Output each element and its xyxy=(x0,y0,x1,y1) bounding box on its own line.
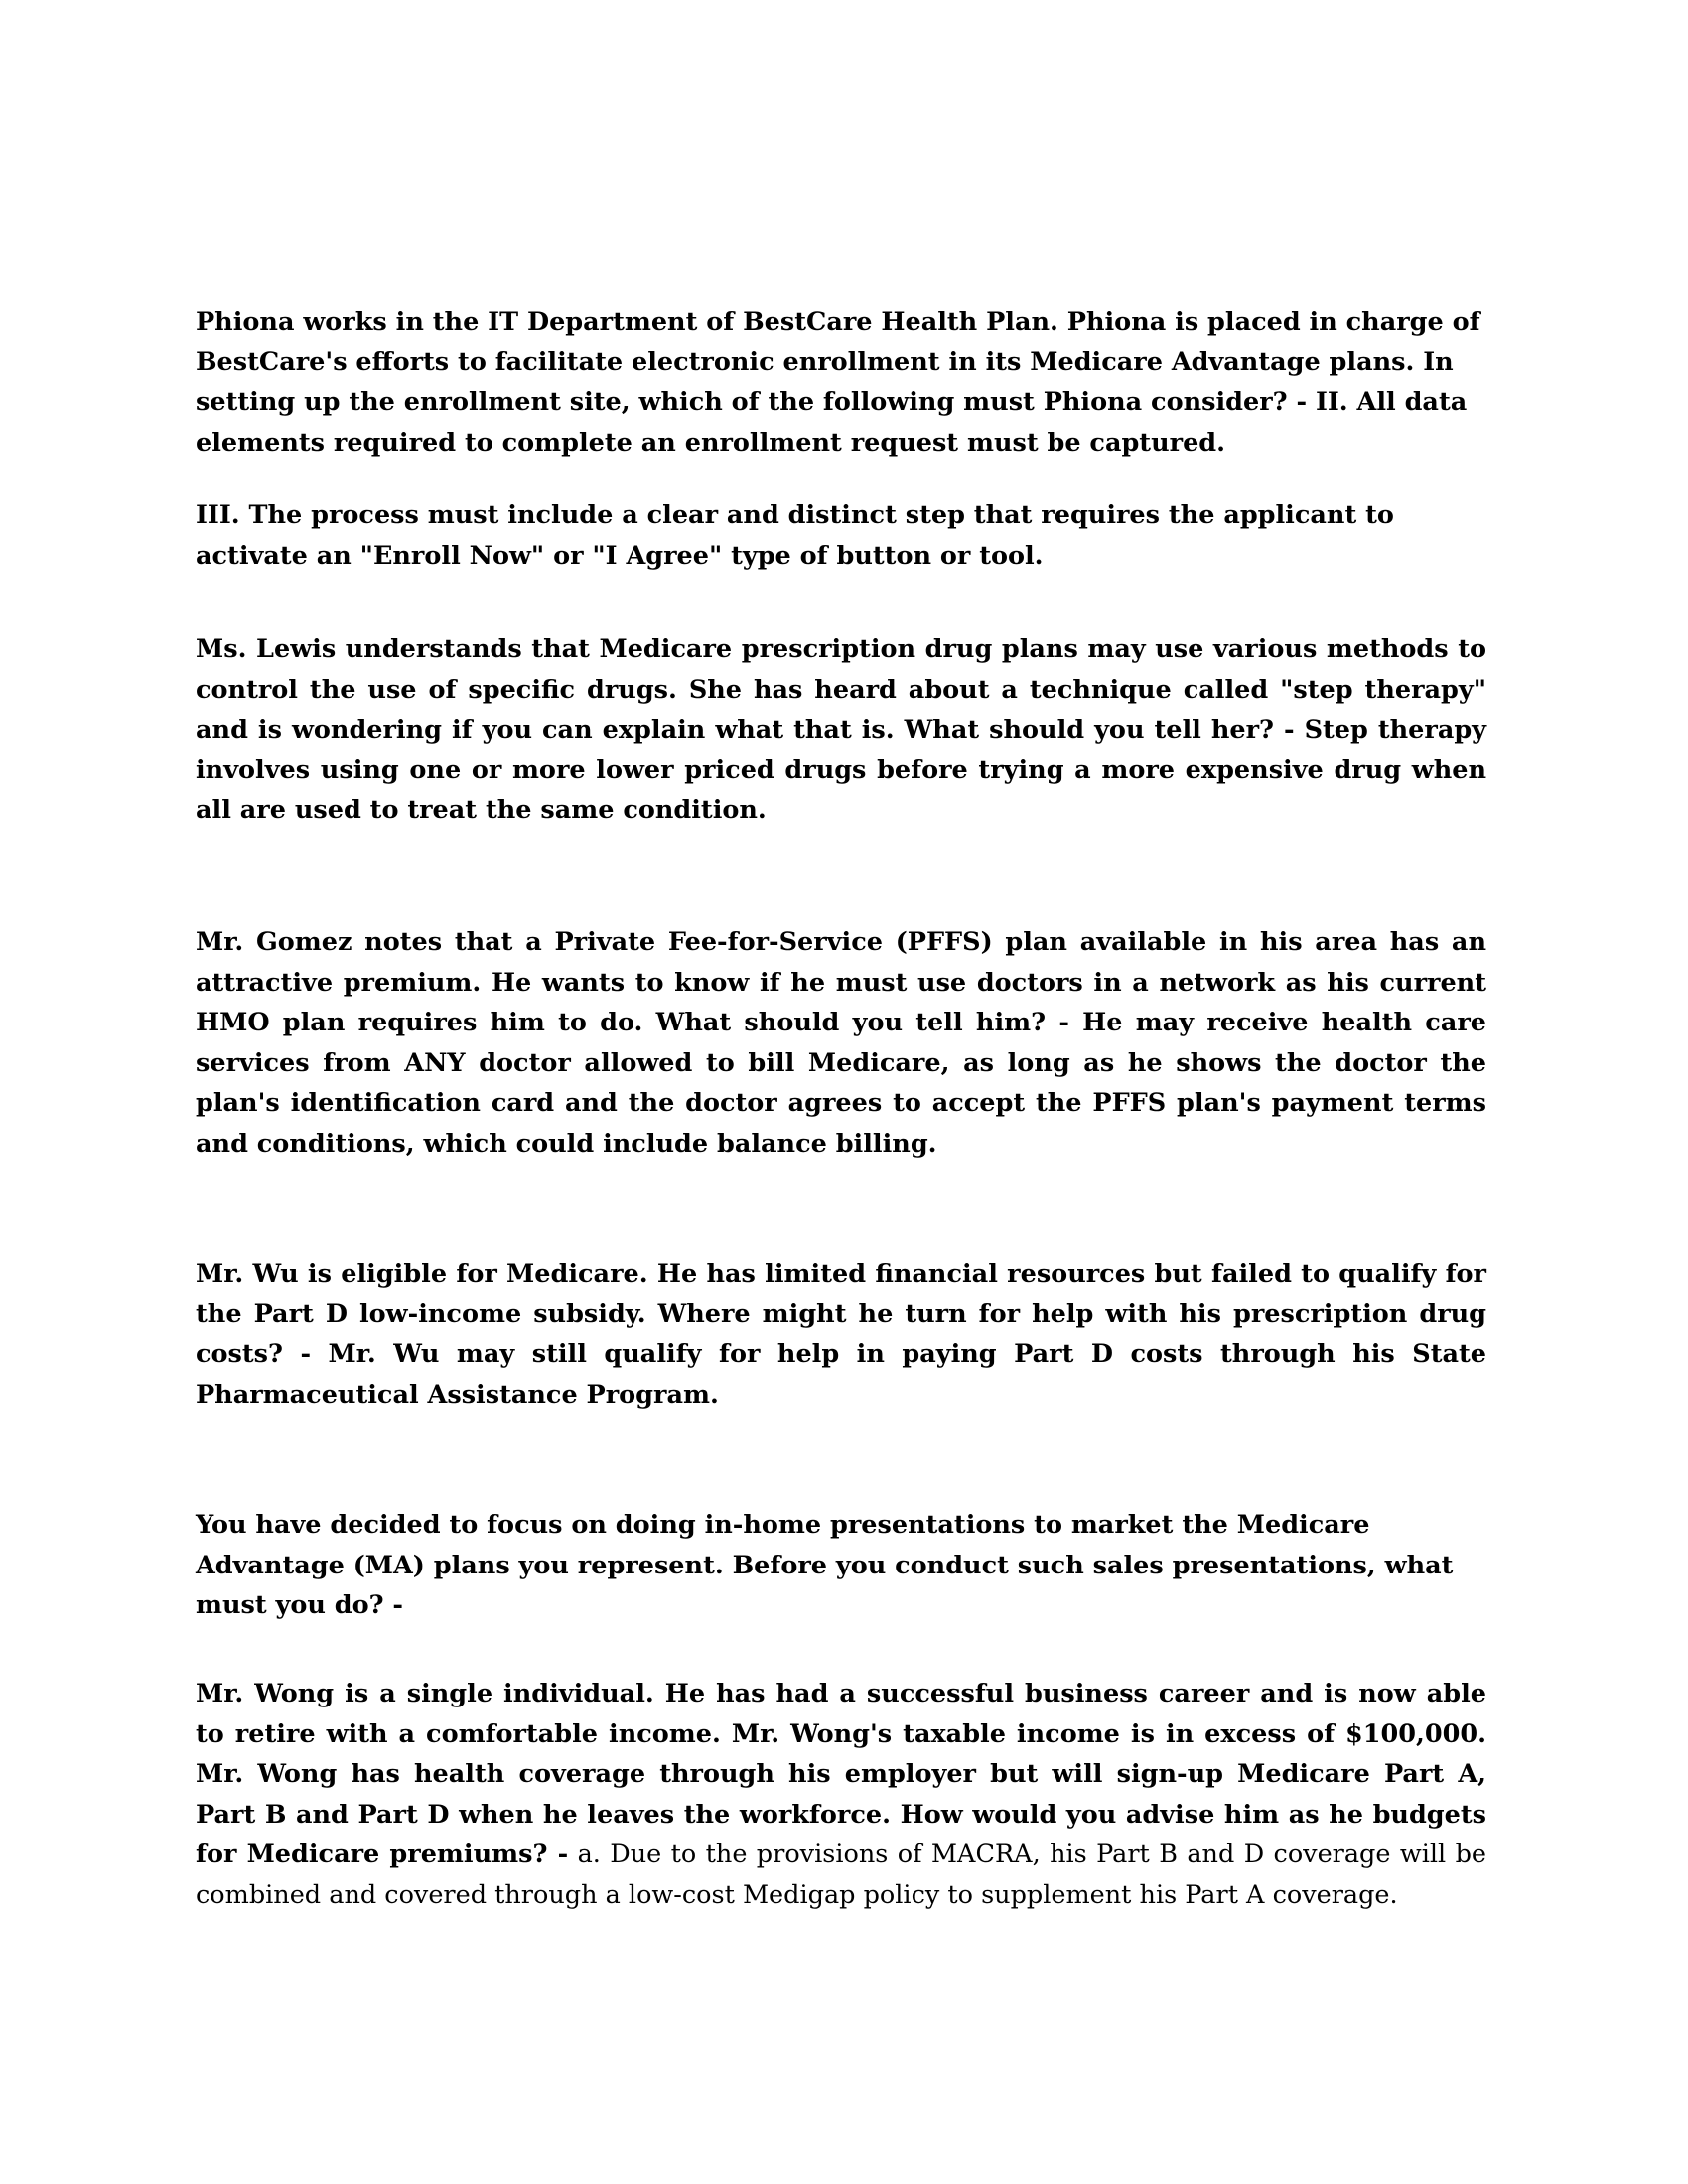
paragraph-wu: Mr. Wu is eligible for Medicare. He has limited financial resources but failed to qualify for the Part D low-income subsidy. Where might he turn for help with his prescription drug costs? - Mr. Wu may still qualify for help in paying Part D costs through his State Pharmaceutical Assistance Program. xyxy=(196,1259,1486,1410)
paragraph-enroll-now: III. The process must include a clear and distinct step that requires the applicant to activate an "Enroll Now" or "I Agree" type of button or tool. xyxy=(196,500,1394,571)
paragraph-wong xyxy=(196,1674,1486,1915)
paragraph-pffs: Mr. Gomez notes that a Private Fee-for-Service (PFFS) plan available in his area has an attractive premium. He wants to know if he must use doctors in a network as his current HMO plan requires him to do. What should you tell him? - He may receive health care services from ANY doctor allowed to bill Medicare, as long as he shows the doctor the plan's identification card and the doctor agrees to accept the PFFS plan's payment terms and conditions, which could include balance billing. xyxy=(196,927,1486,1159)
wong-answer: a. Due to the provisions of MACRA, his Part B and D coverage will be combined and covered through a low-cost Medigap policy to supplement his Part A coverage. xyxy=(196,1840,1486,1910)
paragraph-phiona: Phiona works in the IT Department of BestCare Health Plan. Phiona is placed in charge of BestCare's efforts to facilitate electronic enrollment in its Medicare Advantage plans. In setting up the enrollment site, which of the following must Phiona consider? - II. All data elements required to complete an enrollment request must be captured. xyxy=(196,307,1480,458)
paragraph-step-therapy: Ms. Lewis understands that Medicare prescription drug plans may use various methods to control the use of specific drugs. She has heard about a technique called "step therapy" and is wondering if you can explain what that is. What should you tell her? - Step therapy involves using one or more lower priced drugs before trying a more expensive drug when all are used to treat the same condition. xyxy=(196,634,1486,825)
wong-question: Mr. Wong is a single individual. He has had a successful business career and is now able to retire with a comfortable income. Mr. Wong's taxable income is in excess of $100,000. Mr. Wong has health coverage through his employer but will sign-up Medicare Part A, Part B and Part D when he leaves the workforce. How would you advise him as he budgets for Medicare premiums? - xyxy=(196,1679,1486,1869)
paragraph-in-home: You have decided to focus on doing in-home presentations to market the Medicare Advantage (MA) plans you represent. Before you conduct such sales presentations, what must you do? - xyxy=(196,1510,1454,1620)
